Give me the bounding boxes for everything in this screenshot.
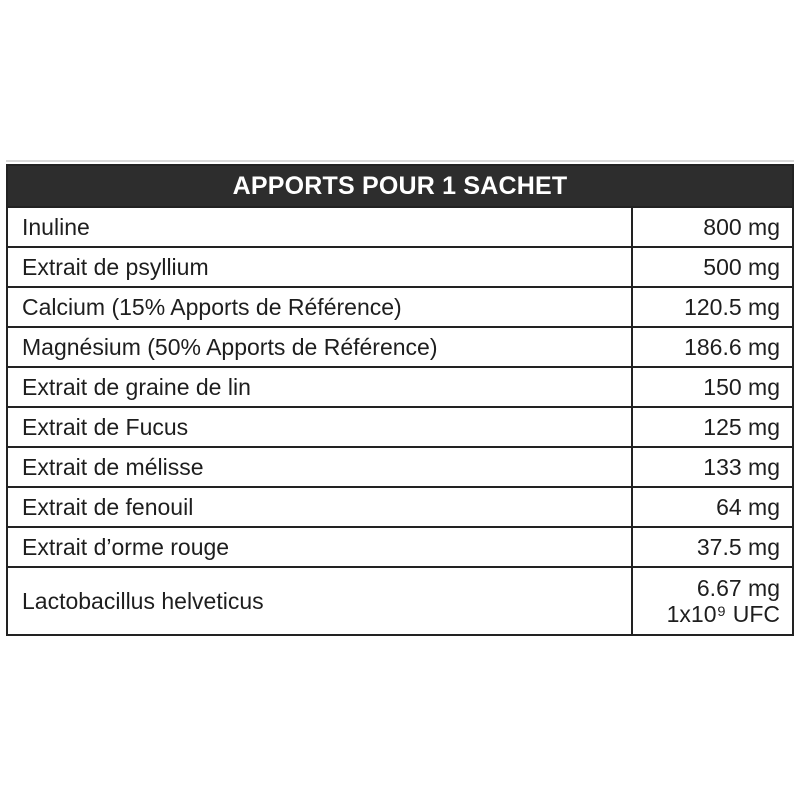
ingredient-amount — [633, 368, 792, 406]
table-row — [8, 208, 792, 248]
amount-text: 186.6 mg — [684, 334, 780, 360]
table-row — [8, 248, 792, 288]
amount-text: 120.5 mg — [684, 294, 780, 320]
ingredient-name: Extrait d’orme rouge — [8, 528, 633, 566]
amount-text: 500 mg — [703, 254, 780, 280]
table-row — [8, 328, 792, 368]
amount-text: 150 mg — [703, 374, 780, 400]
ingredient-amount — [633, 528, 792, 566]
table-row — [8, 528, 792, 568]
ingredient-name: Extrait de mélisse — [8, 448, 633, 486]
table-row — [8, 448, 792, 488]
amount-text: 133 mg — [703, 454, 780, 480]
ingredient-amount — [633, 488, 792, 526]
amount-text: 64 mg — [716, 494, 780, 520]
table-row — [8, 488, 792, 528]
ingredient-amount — [633, 568, 792, 634]
ingredient-amount — [633, 208, 792, 246]
amount-text: 6.67 mg — [696, 575, 780, 601]
ingredient-name: Extrait de graine de lin — [8, 368, 633, 406]
table-row — [8, 408, 792, 448]
table-header: APPORTS POUR 1 SACHET — [8, 166, 792, 208]
table-row — [8, 568, 792, 634]
ingredient-name: Inuline — [8, 208, 633, 246]
ingredient-amount — [633, 408, 792, 446]
table-row — [8, 368, 792, 408]
ingredient-name: Magnésium (50% Apports de Référence) — [8, 328, 633, 366]
amount-text: 125 mg — [703, 414, 780, 440]
nutrition-table — [6, 164, 794, 636]
ingredient-name: Lactobacillus helveticus — [8, 568, 633, 634]
ingredient-amount — [633, 288, 792, 326]
ingredient-amount — [633, 248, 792, 286]
amount-cfu-text: 1x10⁹ UFC — [666, 601, 780, 627]
ingredient-name: Calcium (15% Apports de Référence) — [8, 288, 633, 326]
top-divider — [6, 160, 794, 162]
ingredient-name: Extrait de Fucus — [8, 408, 633, 446]
ingredient-name: Extrait de psyllium — [8, 248, 633, 286]
amount-text: 37.5 mg — [696, 534, 780, 560]
ingredient-amount — [633, 328, 792, 366]
amount-text: 800 mg — [703, 214, 780, 240]
table-row — [8, 288, 792, 328]
ingredient-name: Extrait de fenouil — [8, 488, 633, 526]
ingredient-amount — [633, 448, 792, 486]
